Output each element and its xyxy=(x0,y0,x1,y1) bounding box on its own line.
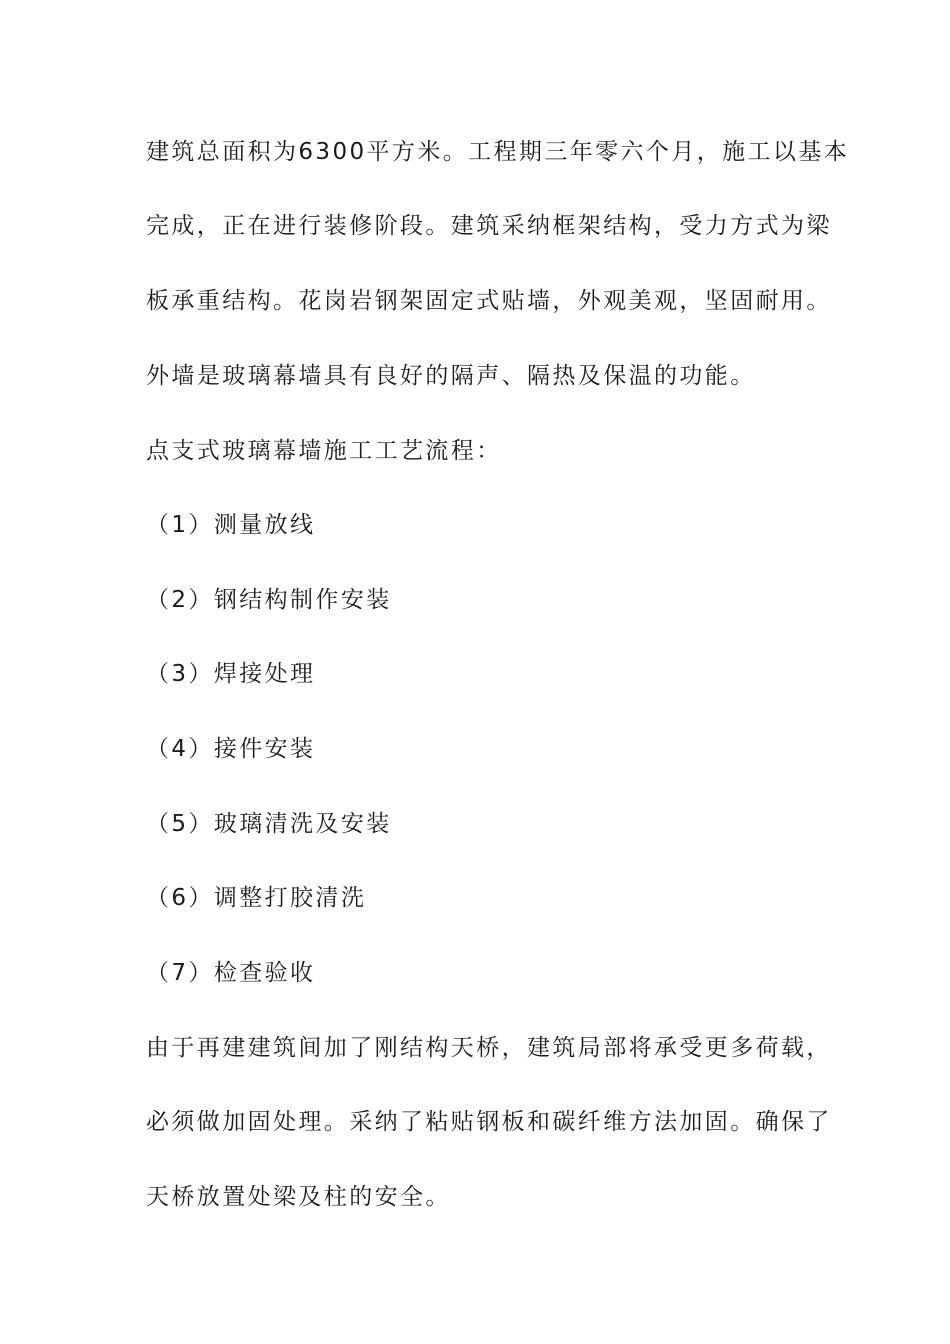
paragraph-line: 必须做加固处理。采纳了粘贴钢板和碳纤维方法加固。确保了 xyxy=(146,1109,832,1135)
process-step: （3）焊接处理 xyxy=(146,661,316,687)
paragraph-line: 外墙是玻璃幕墙具有良好的隔声、隔热及保温的功能。 xyxy=(146,363,756,389)
process-step: （6）调整打胶清洗 xyxy=(146,885,367,911)
process-step: （4）接件安装 xyxy=(146,736,316,762)
process-step: （7）检查验收 xyxy=(146,960,316,986)
process-step: （1）测量放线 xyxy=(146,512,316,538)
process-step: （5）玻璃清洗及安装 xyxy=(146,811,392,837)
paragraph-line: 板承重结构。花岗岩钢架固定式贴墙，外观美观，坚固耐用。 xyxy=(146,288,832,314)
paragraph-line: 完成，正在进行装修阶段。建筑采纳框架结构，受力方式为梁 xyxy=(146,213,832,239)
paragraph-line: 天桥放置处梁及柱的安全。 xyxy=(146,1184,451,1210)
paragraph-line: 由于再建建筑间加了刚结构天桥，建筑局部将承受更多荷载， xyxy=(146,1035,832,1061)
process-step: （2）钢结构制作安装 xyxy=(146,587,392,613)
paragraph-line: 建筑总面积为6300平方米。工程期三年零六个月，施工以基本 xyxy=(146,139,850,165)
process-heading: 点支式玻璃幕墙施工工艺流程： xyxy=(146,438,502,464)
